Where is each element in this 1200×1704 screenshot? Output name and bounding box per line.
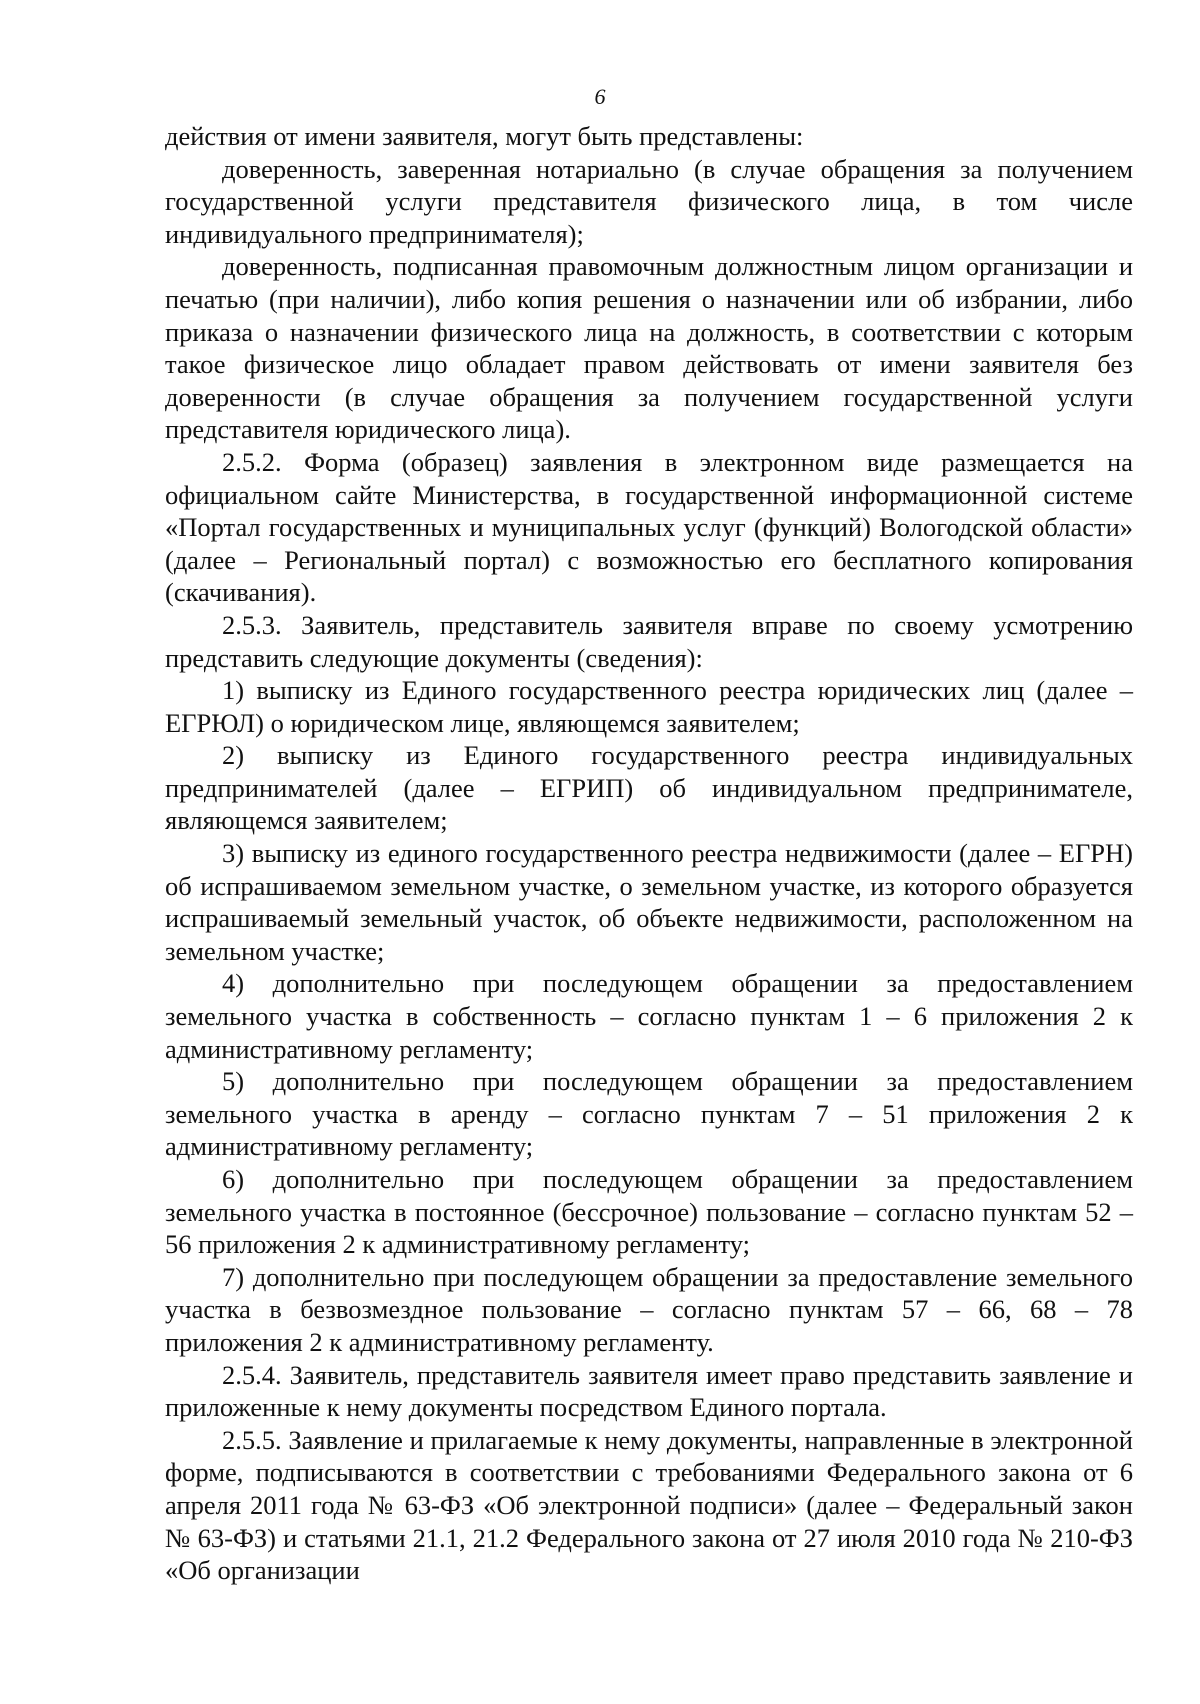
paragraph-continuation: действия от имени заявителя, могут быть представлены: <box>165 121 804 151</box>
document-body <box>165 120 1133 1587</box>
list-item-2: 2) выписку из Единого государственного реестра индивидуальных предпринимателей (далее – ЕГРИП) об индивидуальном предпринимателе, являющемся заявителем; <box>165 740 1133 836</box>
list-item-4: 4) дополнительно при последующем обращении за предоставлением земельного участка в собственность – согласно пунктам 1 – 6 приложения 2 к административному регламенту; <box>165 968 1133 1064</box>
list-item-3: 3) выписку из единого государственного реестра недвижимости (далее – ЕГРН) об испрашиваемом земельном участке, о земельном участке, из которого образуется испрашиваемый земельный участок, об объекте недвижимости, расположенном на земельном участке; <box>165 838 1133 966</box>
list-item-7: 7) дополнительно при последующем обращении за предоставление земельного участка в безвозмездное пользование – согласно пунктам 57 – 66, 68 – 78 приложения 2 к административному регламенту. <box>165 1261 1133 1357</box>
paragraph-2-5-5: 2.5.5. Заявление и прилагаемые к нему документы, направленные в электронной форме, подписываются в соответствии с требованиями Федерального закона от 6 апреля 2011 года № 63-ФЗ «Об электронной подписи» (далее – Федеральный закон № 63-ФЗ) и статьями 21.1, 21.2 Федерального закона от 27 июля 2010 года № 210-ФЗ «Об организации <box>165 1424 1133 1586</box>
list-item-5: 5) дополнительно при последующем обращении за предоставлением земельного участка в аренду – согласно пунктам 7 – 51 приложения 2 к административному регламенту; <box>165 1066 1133 1162</box>
paragraph-organization-power-of-attorney: доверенность, подписанная правомочным должностным лицом организации и печатью (при наличии), либо копия решения о назначении или об избрании, либо приказа о назначении физического лица на должность, в соответствии с которым такое физическое лицо обладает правом действовать от имени заявителя без доверенности (в случае обращения за получением государственной услуги представителя юридического лица). <box>165 251 1133 445</box>
paragraph-2-5-2: 2.5.2. Форма (образец) заявления в электронном виде размещается на официальном сайте Министерства, в государственной информационной системе «Портал государственных и муниципальных услуг (функций) Вологодской области» (далее – Региональный портал) с возможностью его бесплатного копирования (скачивания). <box>165 446 1133 608</box>
paragraph-2-5-4: 2.5.4. Заявитель, представитель заявителя имеет право представить заявление и приложенные к нему документы посредством Единого портала. <box>165 1359 1133 1423</box>
list-item-1: 1) выписку из Единого государственного реестра юридических лиц (далее – ЕГРЮЛ) о юридическом лице, являющемся заявителем; <box>165 675 1133 738</box>
paragraph-2-5-3: 2.5.3. Заявитель, представитель заявителя вправе по своему усмотрению представить следующие документы (сведения): <box>165 609 1133 673</box>
list-item-6: 6) дополнительно при последующем обращении за предоставлением земельного участка в постоянное (бессрочное) пользование – согласно пунктам 52 – 56 приложения 2 к административному регламенту; <box>165 1164 1133 1260</box>
paragraph-notarial-power-of-attorney: доверенность, заверенная нотариально (в случае обращения за получением государственной услуги представителя физического лица, в том числе индивидуального предпринимателя); <box>165 153 1133 249</box>
page-number: 6 <box>594 84 606 109</box>
